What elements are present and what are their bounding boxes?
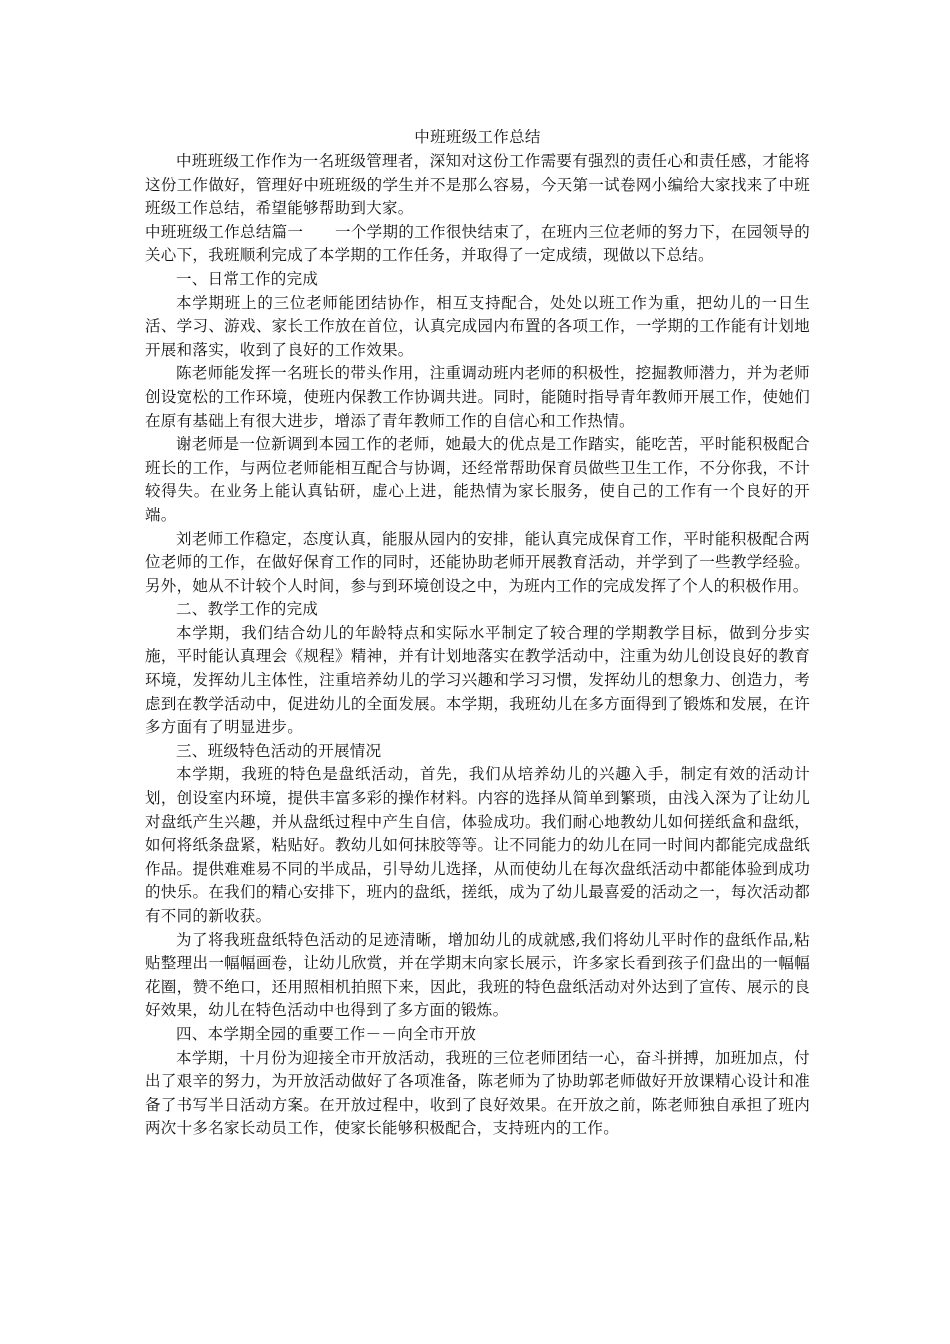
section-heading-teaching-work: 二、教学工作的完成 <box>176 600 319 619</box>
body-paragraph: 本学期，十月份为迎接全市开放活动，我班的三位老师团结一心，奋斗拼搏，加班加点，付出了艰辛的努力，为开放活动做好了各项准备，陈老师为了协助郭老师做好开放课精心设计和准备了书写半日活动方案。在开放过程中，收到了良好效果。在开放之前，陈老师独自承担了班内两次十多名家长动员工作，使家长能够积极配合，支持班内的工作。 <box>145 1048 810 1138</box>
document-page <box>145 124 810 1141</box>
body-paragraph: 谢老师是一位新调到本园工作的老师，她最大的优点是工作踏实，能吃苦，平时能积极配合班长的工作，与两位老师能相互配合与协调，还经常帮助保育员做些卫生工作，不分你我，不计较得失。在业务上能认真钻研，虚心上进，能热情为家长服务，使自己的工作有一个良好的开端。 <box>145 435 810 524</box>
section-heading-special-activities: 三、班级特色活动的开展情况 <box>176 741 382 760</box>
section-heading-open-to-city: 四、本学期全园的重要工作－－向全市开放 <box>176 1024 477 1043</box>
intro-paragraph: 中班班级工作作为一名班级管理者，深知对这份工作需要有强烈的责任心和责任感，才能将这份工作做好，管理好中班班级的学生并不是那么容易，今天第一试卷网小编给大家找来了中班班级工作总结，希望能够帮助到大家。 <box>145 152 810 218</box>
document-title: 中班班级工作总结 <box>414 128 541 146</box>
section-heading-daily-work: 一、日常工作的完成 <box>176 269 319 288</box>
body-paragraph: 本学期班上的三位老师能团结协作，相互支持配合，处处以班工作为重，把幼儿的一日生活、学习、游戏、家长工作放在首位，认真完成园内布置的各项工作，一学期的工作能有计划地开展和落实，收到了良好的工作效果。 <box>145 293 810 359</box>
body-paragraph: 本学期，我班的特色是盘纸活动，首先，我们从培养幼儿的兴趣入手，制定有效的活动计划，创设室内环境，提供丰富多彩的操作材料。内容的选择从简单到繁琐，由浅入深为了让幼儿对盘纸产生兴趣，并从盘纸过程中产生自信，体验成功。我们耐心地教幼儿如何搓纸盒和盘纸，如何将纸条盘紧，粘贴好。教幼儿如何抹胶等等。让不同能力的幼儿在同一时间内都能完成盘纸作品。提供难难易不同的半成品，引导幼儿选择，从而使幼儿在每次盘纸活动中都能体验到成功的快乐。在我们的精心安排下，班内的盘纸，搓纸，成为了幼儿最喜爱的活动之一，每次活动都有不同的新收获。 <box>145 765 810 925</box>
body-paragraph: 为了将我班盘纸特色活动的足迹清晰，增加幼儿的成就感,我们将幼儿平时作的盘纸作品,粘贴整理出一幅幅画卷，让幼儿欣赏，并在学期末向家长展示，许多家长看到孩子们盘出的一幅幅花圈，赞不绝口，还用照相机拍照下来，因此，我班的特色盘纸活动对外达到了宣传、展示的良好效果，幼儿在特色活动中也得到了多方面的锻炼。 <box>145 930 810 1020</box>
section-intro-paragraph: 中班班级工作总结篇一 一个学期的工作很快结束了，在班内三位老师的努力下，在园领导的关心下，我班顺利完成了本学期的工作任务，并取得了一定成绩，现做以下总结。 <box>145 222 810 265</box>
body-paragraph: 陈老师能发挥一名班长的带头作用，注重调动班内老师的积极性，挖掘教师潜力，并为老师创设宽松的工作环境，使班内保教工作协调共进。同时，能随时指导青年教师开展工作，使她们在原有基础上有很大进步，增添了青年教师工作的自信心和工作热情。 <box>145 364 810 430</box>
body-paragraph: 刘老师工作稳定，态度认真，能服从园内的安排，能认真完成保育工作，平时能积极配合两位老师的工作，在做好保育工作的同时，还能协助老师开展教育活动，并学到了一些教学经验。另外，她从不计较个人时间，参与到环境创设之中，为班内工作的完成发挥了个人的积极作用。 <box>145 529 810 595</box>
body-paragraph: 本学期，我们结合幼儿的年龄特点和实际水平制定了较合理的学期教学目标，做到分步实施，平时能认真理会《规程》精神，并有计划地落实在教学活动中，注重为幼儿创设良好的教育环境，发挥幼儿主体性，注重培养幼儿的学习兴趣和学习习惯，发挥幼儿的想象力、创造力，考虑到在教学活动中，促进幼儿的全面发展。本学期，我班幼儿在多方面得到了锻炼和发展，在许多方面有了明显进步。 <box>145 623 810 737</box>
